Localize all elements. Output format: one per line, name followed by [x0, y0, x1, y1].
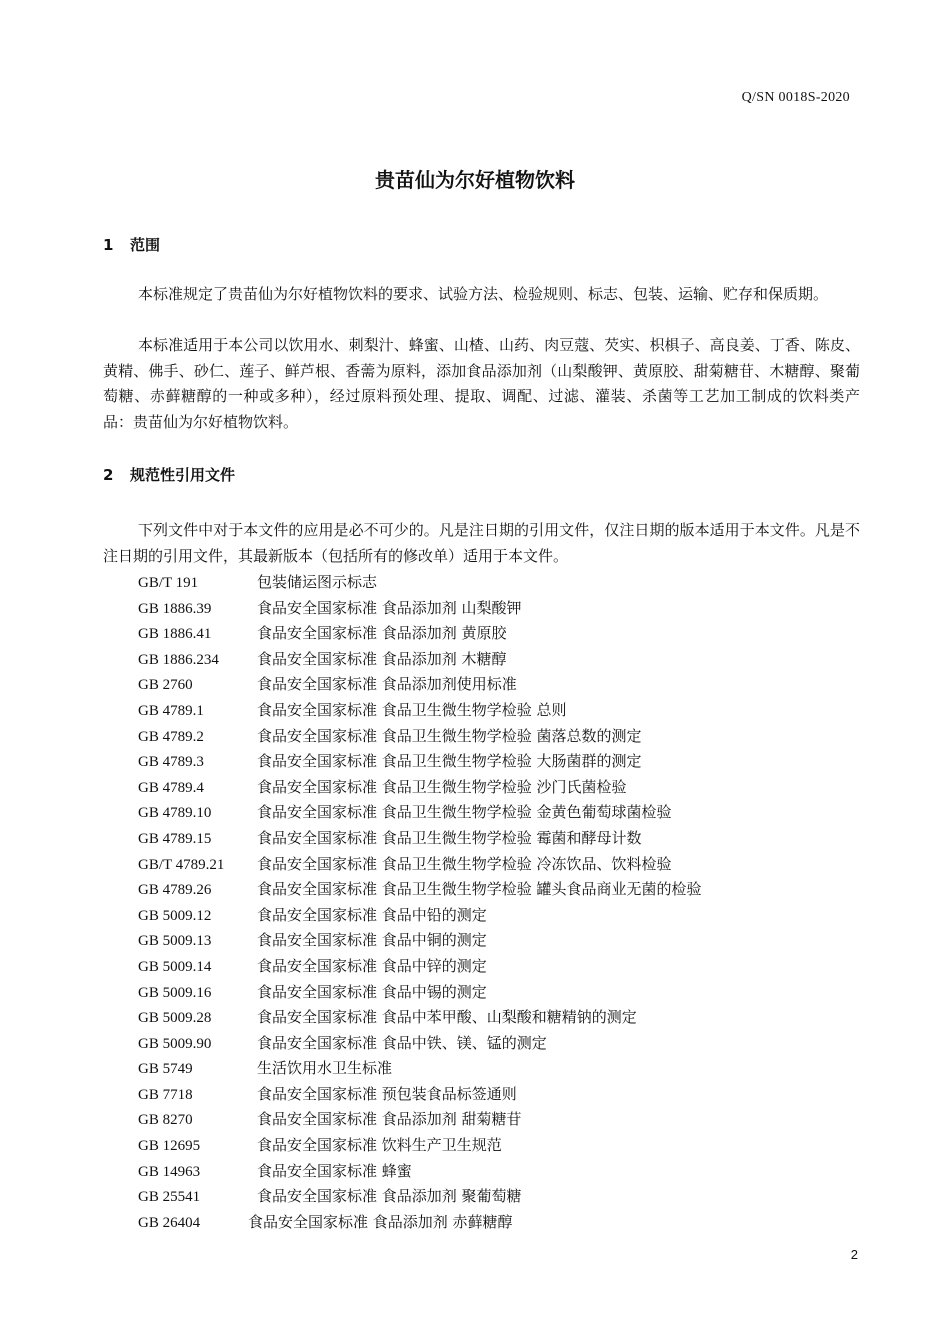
page-number: 2: [850, 1247, 858, 1262]
reference-code: GB 4789.2: [138, 728, 204, 745]
reference-code: GB 25541: [138, 1189, 201, 1206]
reference-row: [138, 621, 702, 647]
reference-title: 食品安全国家标准 食品卫生微生物学检验 菌落总数的测定: [257, 726, 642, 745]
reference-code: GB/T 191: [138, 575, 199, 591]
reference-row: [138, 1133, 702, 1159]
reference-code: GB 5009.90: [138, 1035, 212, 1052]
reference-code: GB 26404: [138, 1214, 201, 1231]
reference-code: GB 2760: [138, 677, 193, 694]
reference-title: 食品安全国家标准 食品中锌的测定: [257, 956, 487, 975]
reference-code: GB 12695: [138, 1138, 201, 1155]
reference-title: 食品安全国家标准 食品添加剂 山梨酸钾: [257, 598, 522, 617]
reference-row: [138, 1159, 702, 1185]
section-title: 范围: [130, 236, 161, 254]
reference-title: 食品安全国家标准 食品卫生微生物学检验 沙门氏菌检验: [257, 777, 627, 796]
reference-row: [138, 1031, 702, 1057]
reference-title: 食品安全国家标准 蜂蜜: [257, 1161, 412, 1180]
reference-row: [138, 570, 702, 596]
reference-code: GB/T 4789.21: [138, 856, 225, 873]
reference-title: 食品安全国家标准 食品中铜的测定: [257, 931, 487, 950]
reference-title: 食品安全国家标准 食品中锡的测定: [257, 982, 487, 1001]
reference-title: 食品安全国家标准 食品卫生微生物学检验 金黄色葡萄球菌检验: [257, 803, 672, 822]
section-number: 2: [103, 466, 114, 484]
section-title: 规范性引用文件: [130, 466, 236, 484]
reference-code: GB 1886.39: [138, 600, 212, 617]
reference-code: GB 4789.15: [138, 830, 212, 847]
references-intro-paragraph: 下列文件中对于本文件的应用是必不可少的。凡是注日期的引用文件，仅注日期的版本适用于本文件。凡是不注日期的引用文件，其最新版本（包括所有的修改单）适用于本文件。: [103, 521, 860, 565]
reference-title: 食品安全国家标准 预包装食品标签通则: [257, 1084, 517, 1103]
reference-row: [138, 1210, 702, 1236]
reference-code: GB 1886.234: [138, 651, 219, 668]
reference-code: GB 5009.28: [138, 1010, 212, 1027]
section-number: 1: [103, 236, 114, 254]
reference-code: GB 4789.1: [138, 702, 204, 719]
reference-title: 生活饮用水卫生标准: [257, 1059, 393, 1078]
reference-title: 食品安全国家标准 食品中苯甲酸、山梨酸和糖精钠的测定: [257, 1008, 637, 1027]
document-title: 贵苗仙为尔好植物饮料: [375, 168, 575, 192]
reference-row: [138, 877, 702, 903]
reference-row: [138, 1184, 702, 1210]
reference-title: 食品安全国家标准 食品中铅的测定: [257, 905, 487, 924]
reference-row: [138, 672, 702, 698]
reference-title: 食品安全国家标准 食品添加剂 黄原胶: [257, 624, 507, 643]
reference-code: GB 1886.41: [138, 626, 212, 643]
reference-code: GB 5749: [138, 1061, 193, 1078]
reference-row: [138, 596, 702, 622]
reference-code: GB 8270: [138, 1112, 193, 1129]
reference-title: 食品安全国家标准 食品添加剂 木糖醇: [257, 649, 507, 668]
reference-row: [138, 980, 702, 1006]
reference-row: [138, 852, 702, 878]
reference-code: GB 5009.14: [138, 958, 212, 975]
reference-row: [138, 698, 702, 724]
reference-title: 食品安全国家标准 食品中铁、镁、锰的测定: [257, 1033, 547, 1052]
reference-code: GB 4789.3: [138, 754, 204, 771]
reference-title: 食品安全国家标准 食品卫生微生物学检验 总则: [257, 700, 567, 719]
scope-paragraph-1: 本标准规定了贵苗仙为尔好植物饮料的要求、试验方法、检验规则、标志、包装、运输、贮存和保质期。: [138, 285, 829, 303]
reference-code: GB 5009.12: [138, 907, 212, 924]
reference-row: [138, 749, 702, 775]
reference-title: 食品安全国家标准 食品添加剂 甜菊糖苷: [257, 1110, 522, 1129]
reference-row: [138, 647, 702, 673]
reference-code: GB 5009.16: [138, 984, 212, 1001]
reference-row: [138, 826, 702, 852]
reference-code: GB 4789.26: [138, 882, 212, 899]
reference-row: [138, 903, 702, 929]
reference-title: 食品安全国家标准 饮料生产卫生规范: [257, 1136, 502, 1155]
reference-code: GB 4789.10: [138, 805, 212, 822]
reference-title: 包装储运图示标志: [257, 573, 378, 591]
reference-title: 食品安全国家标准 食品卫生微生物学检验 冷冻饮品、饮料检验: [257, 854, 672, 873]
reference-row: [138, 928, 702, 954]
reference-code: GB 5009.13: [138, 933, 212, 950]
reference-row: [138, 1082, 702, 1108]
reference-row: [138, 724, 702, 750]
reference-title: 食品安全国家标准 食品卫生微生物学检验 大肠菌群的测定: [257, 752, 642, 771]
reference-title: 食品安全国家标准 食品添加剂 聚葡萄糖: [257, 1187, 522, 1206]
reference-row: [138, 800, 702, 826]
scope-paragraph-2: 本标准适用于本公司以饮用水、刺梨汁、蜂蜜、山楂、山药、肉豆蔻、芡实、枳椇子、高良姜、丁香、陈皮、黄精、佛手、砂仁、莲子、鲜芦根、香薷为原料，添加食品添加剂（山梨酸钾、黄原胶、甜菊糖苷、木糖醇、聚葡萄糖、赤藓糖醇的一种或多种），经过原料预处理、提取、调配、过滤、灌装、杀菌等工艺加工制成的饮料类产品：贵苗仙为尔好植物饮料。: [103, 336, 860, 431]
reference-list: [138, 570, 702, 1235]
reference-row: [138, 1107, 702, 1133]
reference-row: [138, 1005, 702, 1031]
reference-title: 食品安全国家标准 食品卫生微生物学检验 霉菌和酵母计数: [257, 828, 642, 847]
reference-code: GB 4789.4: [138, 779, 204, 796]
reference-row: [138, 954, 702, 980]
reference-code: GB 7718: [138, 1086, 193, 1103]
section-heading-scope: [103, 234, 160, 255]
reference-title: 食品安全国家标准 食品卫生微生物学检验 罐头食品商业无菌的检验: [257, 880, 702, 899]
standard-code: Q/SN 0018S-2020: [741, 90, 850, 105]
section-heading-normative-references: [103, 464, 235, 485]
reference-title: 食品安全国家标准 食品添加剂 赤藓糖醇: [248, 1212, 513, 1231]
reference-row: [138, 1056, 702, 1082]
reference-title: 食品安全国家标准 食品添加剂使用标准: [257, 675, 517, 694]
reference-code: GB 14963: [138, 1163, 201, 1180]
reference-row: [138, 775, 702, 801]
